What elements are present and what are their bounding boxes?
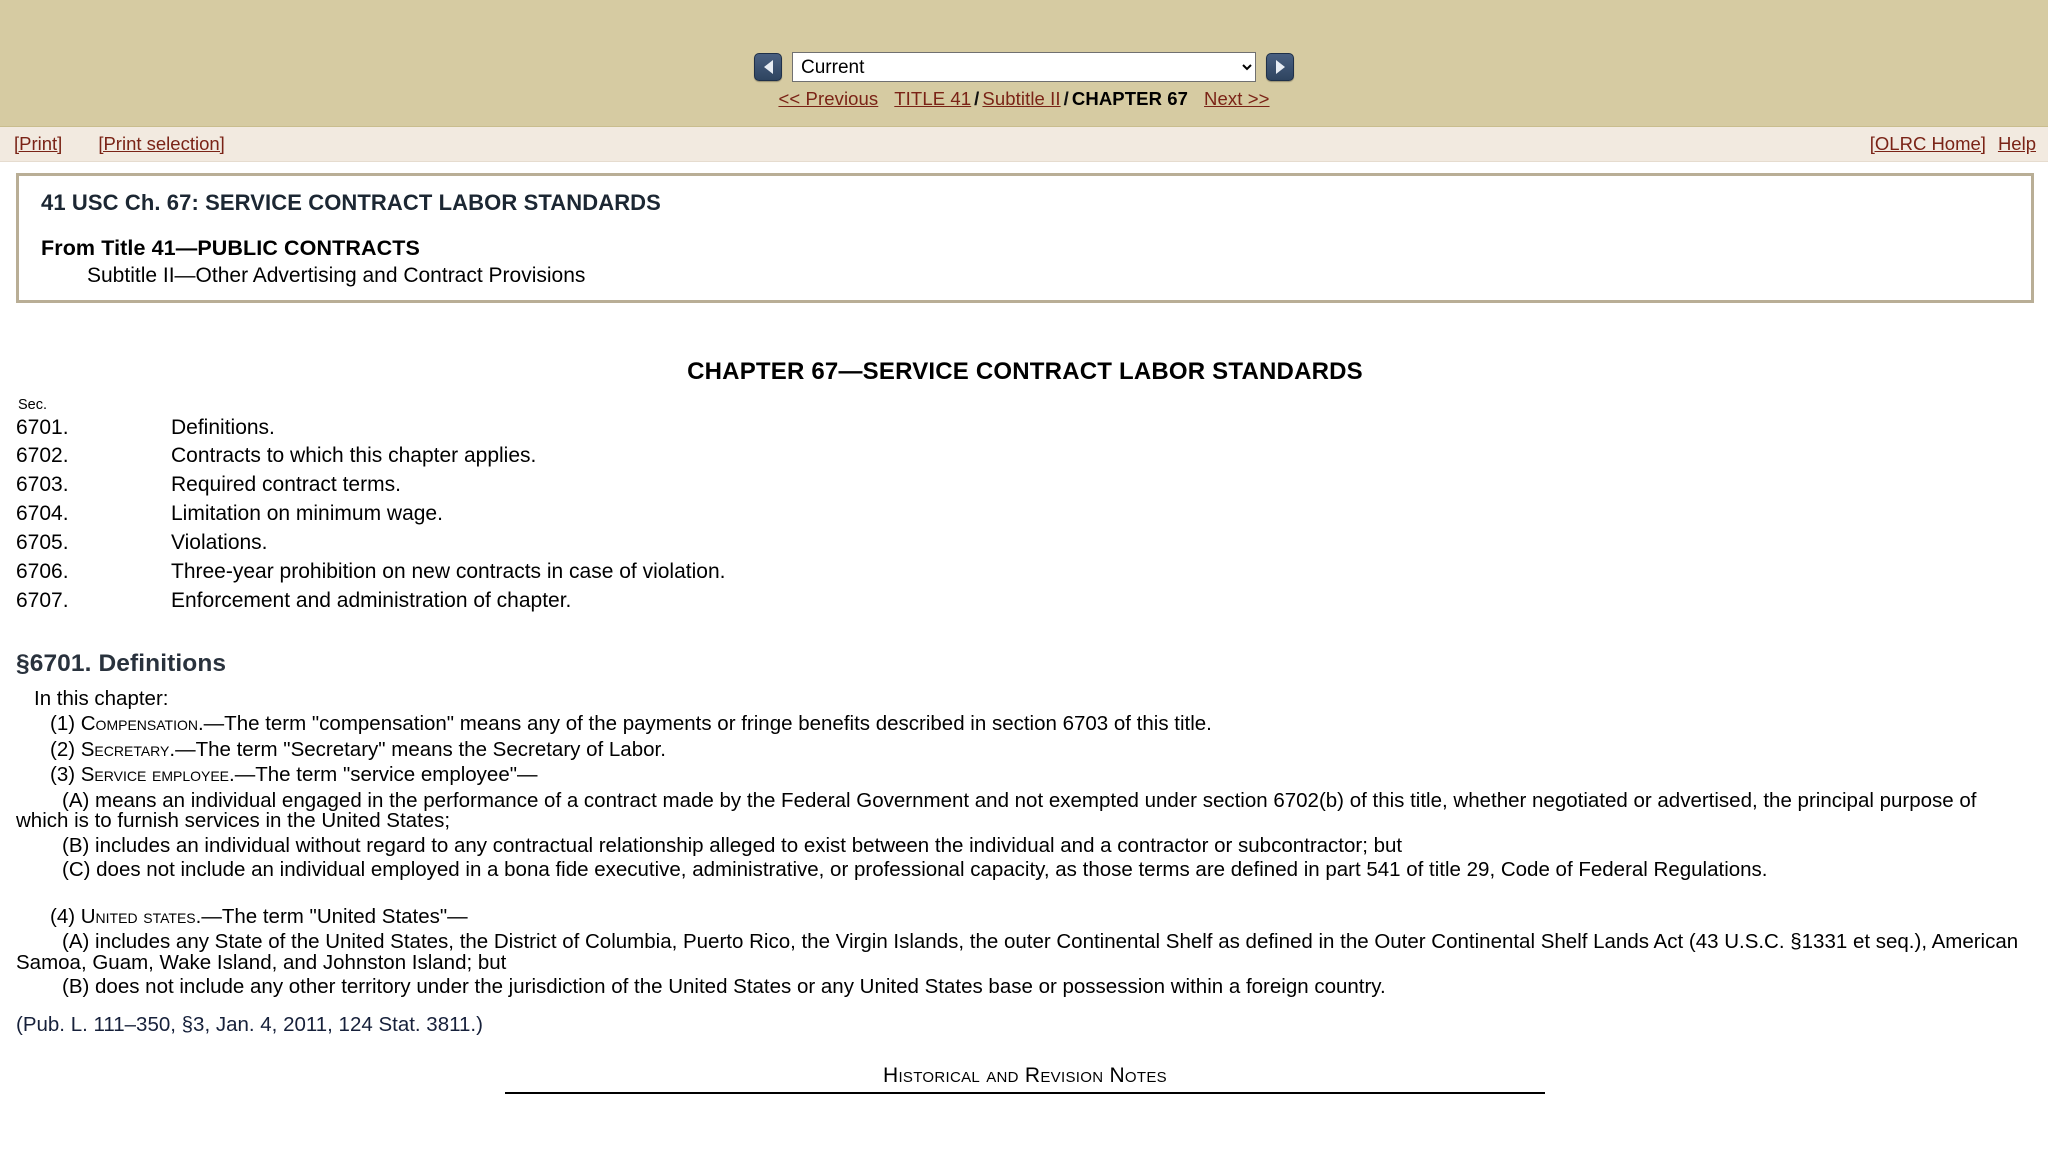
section-number: 6707.	[16, 589, 69, 613]
olrc-home-link[interactable]: [OLRC Home]	[1869, 133, 1986, 154]
section-description: Required contract terms.	[171, 473, 401, 497]
source-credit-citation: (Pub. L. 111–350, §3, Jan. 4, 2011, 124 Stat. 3811.)	[16, 1012, 483, 1036]
table-row[interactable]	[16, 442, 725, 471]
definition-item-3	[16, 765, 2034, 786]
section-intro-text: In this chapter:	[34, 686, 169, 710]
document-title-box	[16, 173, 2034, 303]
right-triangle-icon	[1276, 60, 1285, 74]
section-description: Contracts to which this chapter applies.	[171, 444, 537, 468]
section-heading-6701: §6701. Definitions	[16, 650, 227, 678]
definition-1-text: .—The term "compensation" means any of the payments or fringe benefits described in section 6703 of this title.	[197, 712, 1212, 736]
utility-toolbar	[0, 127, 2048, 162]
previous-version-button[interactable]	[754, 53, 782, 81]
toolbar-right-group	[1858, 133, 2036, 155]
title-box-subtitle: Subtitle II—Other Advertising and Contract Provisions	[87, 264, 586, 287]
toolbar-left-group	[14, 133, 261, 155]
definition-2-text: .—The term "Secretary" means the Secretary of Labor.	[169, 737, 666, 761]
section-number: 6702.	[16, 444, 69, 468]
section-description: Definitions.	[171, 415, 275, 439]
definition-4-term: United states	[80, 904, 196, 928]
section-number: 6701.	[16, 415, 69, 439]
table-row[interactable]	[16, 587, 725, 616]
breadcrumb-separator-1: /	[974, 88, 980, 109]
table-row[interactable]	[16, 500, 725, 529]
breadcrumb-title-link[interactable]: TITLE 41	[894, 88, 972, 109]
section-index-table	[16, 414, 725, 617]
definition-3-number: (3)	[50, 763, 81, 787]
section-number: 6704.	[16, 502, 69, 526]
left-triangle-icon	[764, 60, 773, 74]
definition-item-1	[16, 714, 2034, 735]
definition-3-subparagraph-b: (B) includes an individual without regard to any contractual relationship alleged to exist between the individual and a contractor or subcontractor; but	[62, 833, 1403, 857]
definition-item-4	[16, 904, 2034, 928]
breadcrumb-next-link[interactable]: Next >>	[1204, 88, 1270, 109]
historical-notes-section	[16, 1065, 2034, 1094]
section-number: 6705.	[16, 531, 69, 555]
definition-3-term: Service employee	[80, 763, 230, 787]
definition-3-subparagraph-c: (C) does not include an individual employed in a bona fide executive, administrative, or professional capacity, as those terms are defined in part 541 of title 29, Code of Federal Regulations.	[62, 858, 1768, 882]
breadcrumb	[778, 88, 1269, 110]
breadcrumb-subtitle-link[interactable]: Subtitle II	[982, 88, 1061, 109]
breadcrumb-previous-link[interactable]: << Previous	[778, 88, 879, 109]
top-navigation-band	[0, 0, 2048, 127]
definition-item-2	[16, 737, 2034, 761]
version-select[interactable]	[792, 52, 1256, 82]
print-link[interactable]: [Print]	[14, 133, 63, 154]
definition-1-number: (1)	[50, 712, 81, 736]
document-body	[0, 360, 2048, 1094]
table-row[interactable]	[16, 414, 725, 443]
definition-3-subparagraph-a: (A) means an individual engaged in the performance of a contract made by the Federal Government and not exempted under section 6702(b) of this title, whether negotiated or advertised, the principal purpose of which is to furnish services in the United States;	[16, 788, 1977, 833]
definition-1-term: Compensation	[80, 712, 198, 736]
breadcrumb-current-chapter: CHAPTER 67	[1071, 88, 1189, 109]
historical-notes-heading: Historical and Revision Notes	[883, 1064, 1167, 1088]
table-row[interactable]	[16, 529, 725, 558]
section-description: Limitation on minimum wage.	[171, 502, 443, 526]
section-description: Three-year prohibition on new contracts in case of violation.	[171, 560, 726, 584]
title-box-from-title: From Title 41—PUBLIC CONTRACTS	[41, 236, 420, 260]
chapter-title: CHAPTER 67—SERVICE CONTRACT LABOR STANDARDS	[687, 358, 1363, 385]
definition-4-text: .—The term "United States"—	[195, 904, 468, 928]
print-selection-link[interactable]: [Print selection]	[98, 133, 225, 154]
definition-2-number: (2)	[50, 737, 81, 761]
definition-4-subparagraph-a: (A) includes any State of the United States, the District of Columbia, Puerto Rico, the Virgin Islands, the outer Continental Shelf as defined in the Outer Continental Shelf Lands Act (43 U.S.C. §1331 et seq.), American Samoa, Guam, Wake Island, and Johnston Island; but	[16, 930, 2019, 974]
title-box-heading: 41 USC Ch. 67: SERVICE CONTRACT LABOR STANDARDS	[41, 190, 661, 215]
definition-4-number: (4)	[50, 904, 81, 928]
help-link[interactable]: Help	[1997, 133, 2036, 154]
section-description: Violations.	[171, 531, 268, 555]
definition-4-subparagraph-b: (B) does not include any other territory under the jurisdiction of the United States or any United States base or possession within a foreign country.	[62, 975, 1386, 999]
breadcrumb-separator-2: /	[1063, 88, 1069, 109]
definition-3-text: .—The term "service employee"—	[229, 763, 538, 787]
table-row[interactable]	[16, 558, 725, 587]
section-description: Enforcement and administration of chapter.	[171, 589, 572, 613]
section-number: 6703.	[16, 473, 69, 497]
horizontal-divider	[505, 1092, 1545, 1094]
next-version-button[interactable]	[1266, 53, 1294, 81]
table-row[interactable]	[16, 471, 725, 500]
sec-column-label: Sec.	[18, 397, 48, 413]
definition-2-term: Secretary	[80, 737, 170, 761]
nav-center-group	[0, 52, 2048, 110]
version-selector-row	[754, 52, 1294, 82]
section-number: 6706.	[16, 560, 69, 584]
